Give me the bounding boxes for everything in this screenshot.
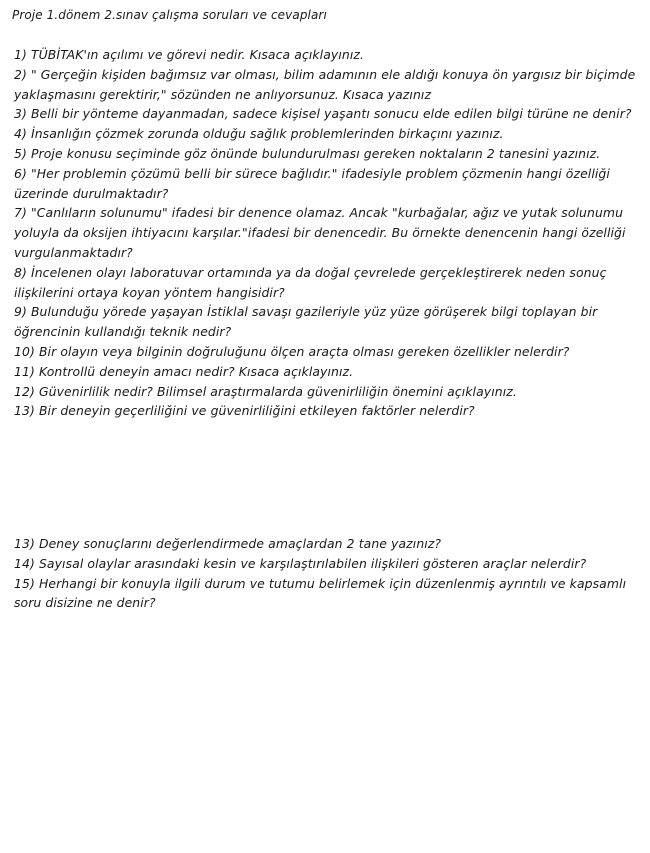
question-item: 4) İnsanlığın çözmek zorunda olduğu sağlık problemlerinden birkaçını yazınız. xyxy=(14,126,504,142)
question-list-part-2 xyxy=(14,534,646,613)
question-item: 9) Bulunduğu yörede yaşayan İstiklal savaşı gazileriyle yüz yüze görüşerek bilgi toplayan bir öğrencinin kullandığı teknik nedir? xyxy=(14,304,598,340)
question-item: 7) "Canlıların solunumu" ifadesi bir denence olamaz. Ancak "kurbağalar, ağız ve yutak solunumu yoluyla da oksijen ihtiyacını karşılar."ifadesi bir denencedir. Bu örnekte denencenin hangi özelliği vurgulanmaktadır? xyxy=(14,205,626,260)
question-item: 2) " Gerçeğin kişiden bağımsız var olması, bilim adamının ele aldığı konuya ön yargısız bir biçimde yaklaşmasını gerektirir," sözünden ne anlıyorsunuz. Kısaca yazınız xyxy=(14,66,636,102)
question-item: 8) İncelenen olayı laboratuvar ortamında ya da doğal çevrelede gerçekleştirerek neden sonuç ilişkilerini ortaya koyan yöntem hangisidir? xyxy=(14,264,607,300)
question-item: 10) Bir olayın veya bilginin doğruluğunu ölçen araçta olması gereken özellikler nelerdir? xyxy=(14,343,570,359)
question-item: 5) Proje konusu seçiminde göz önünde bulundurulması gereken noktaların 2 tanesini yazınız. xyxy=(14,145,601,161)
question-item: 3) Belli bir yönteme dayanmadan, sadece kişisel yaşantı sonucu elde edilen bilgi türüne ne denir? xyxy=(14,106,632,122)
page-title: Proje 1.dönem 2.sınav çalışma soruları ve cevapları xyxy=(12,8,327,22)
question-item: 15) Herhangi bir konuyla ilgili durum ve tutumu belirlemek için düzenlenmiş ayrıntılı ve kapsamlı soru disizine ne denir? xyxy=(14,575,627,611)
question-item: 1) TÜBİTAK'ın açılımı ve görevi nedir. Kısaca açıklayınız. xyxy=(14,47,365,62)
question-item: 12) Güvenirlilik nedir? Bilimsel araştırmalarda güvenirliliğin önemini açıklayınız. xyxy=(14,383,517,399)
question-item: 13) Deney sonuçlarını değerlendirmede amaçlardan 2 tane yazınız? xyxy=(14,536,442,551)
question-item: 6) "Her problemin çözümü belli bir sürece bağlıdır." ifadesiyle problem çözmenin hangi özelliği üzerinde durulmaktadır? xyxy=(14,165,610,201)
question-item: 11) Kontrollü deneyin amacı nedir? Kısaca açıklayınız. xyxy=(14,363,354,379)
question-item: 14) Sayısal olaylar arasındaki kesin ve karşılaştırılabilen ilişkileri gösteren araçlar nelerdir? xyxy=(14,555,587,571)
question-item: 13) Bir deneyin geçerliliğini ve güvenirliliğini etkileyen faktörler nelerdir? xyxy=(14,403,475,419)
question-list-part-1 xyxy=(14,45,646,421)
